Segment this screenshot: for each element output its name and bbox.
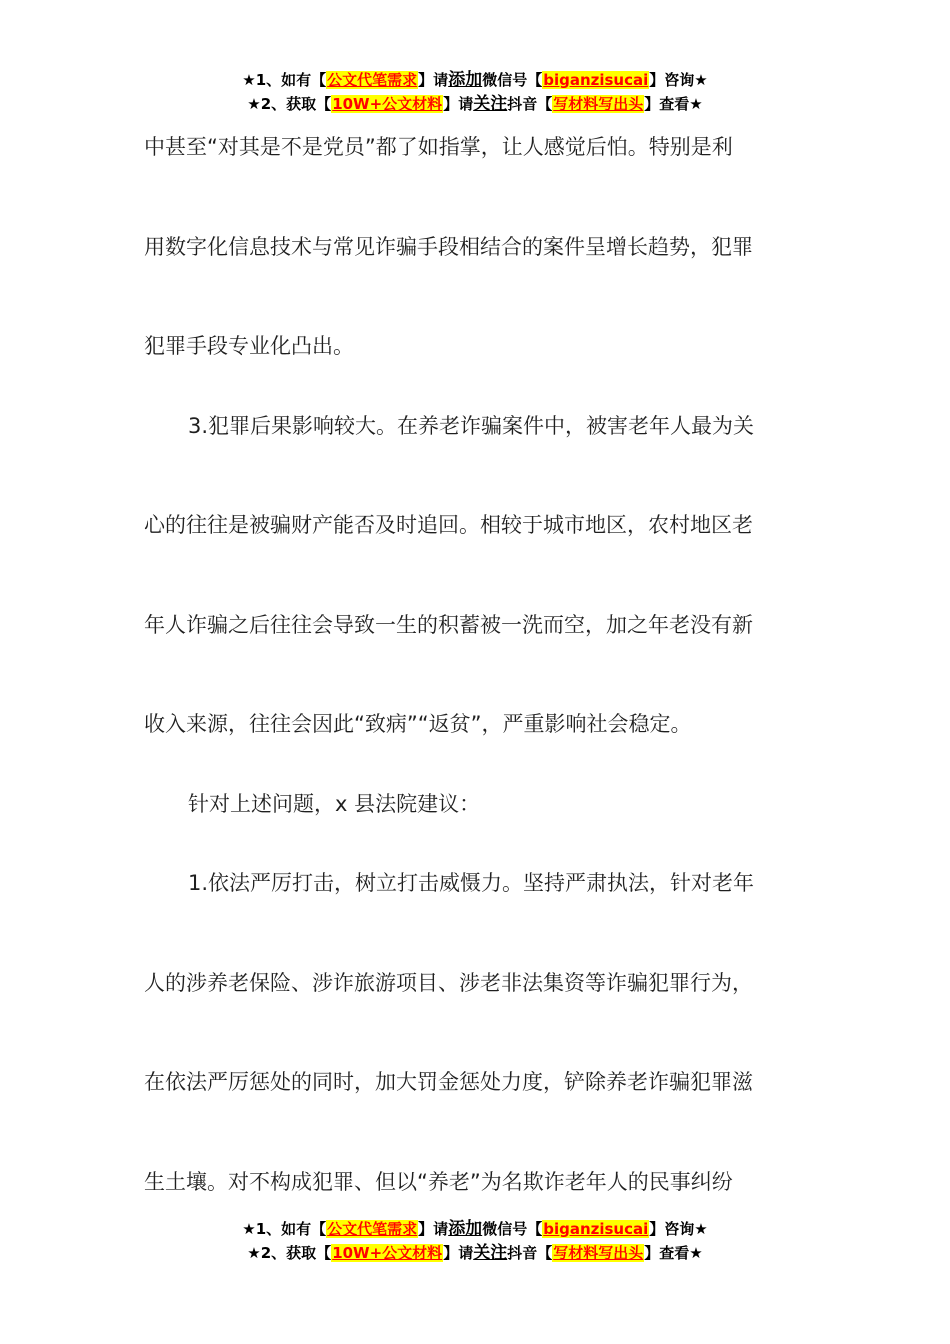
header-banner-line-1 [0, 68, 950, 92]
footer-banner-line-1 [0, 1217, 950, 1241]
banner-text: ★1、如有【 [242, 1220, 327, 1238]
body-line-12: 生土壤。对不构成犯罪、但以“养老”为名欺诈老年人的民事纠纷 [144, 1170, 733, 1194]
header-banner [0, 68, 950, 116]
body-line-10: 人的涉养老保险、涉诈旅游项目、涉老非法集资等诈骗犯罪行为， [144, 971, 753, 995]
banner-text: 】请 [418, 71, 449, 89]
banner-text: 抖音【 [507, 1244, 553, 1262]
banner-text: 抖音【 [507, 95, 553, 113]
body-line-3: 犯罪手段专业化凸出。 [144, 334, 354, 358]
banner-highlight-douyin: 写材料写出头 [553, 95, 644, 113]
banner-text: 微信号【 [482, 71, 543, 89]
banner-highlight-need: 公文代笔需求 [327, 71, 418, 89]
banner-emphasis-follow: 关注 [473, 94, 508, 114]
body-line-7: 收入来源，往往会因此“致病”“返贫”，严重影响社会稳定。 [144, 712, 692, 736]
banner-text: 】查看★ [644, 1244, 703, 1262]
banner-highlight-wechat-id: biganzisucai [543, 71, 649, 89]
banner-text: 】请 [418, 1220, 449, 1238]
banner-text: 微信号【 [482, 1220, 543, 1238]
body-line-5: 心的往往是被骗财产能否及时追回。相较于城市地区，农村地区老 [144, 513, 753, 537]
footer-banner [0, 1217, 950, 1265]
body-line-6: 年人诈骗之后往往会导致一生的积蓄被一洗而空，加之年老没有新 [144, 613, 753, 637]
header-banner-line-2 [0, 92, 950, 116]
banner-emphasis-follow: 关注 [473, 1243, 508, 1263]
body-line-2: 用数字化信息技术与常见诈骗手段相结合的案件呈增长趋势，犯罪 [144, 235, 753, 259]
body-line-4: 3.犯罪后果影响较大。在养老诈骗案件中，被害老年人最为关 [188, 414, 755, 438]
banner-highlight-materials: 10W+公文材料 [332, 1244, 443, 1262]
banner-highlight-materials: 10W+公文材料 [332, 95, 443, 113]
banner-text: ★1、如有【 [242, 71, 327, 89]
banner-text: ★2、获取【 [247, 95, 332, 113]
body-line-1: 中甚至“对其是不是党员”都了如指掌，让人感觉后怕。特别是利 [144, 135, 733, 159]
body-line-11: 在依法严厉惩处的同时，加大罚金惩处力度，铲除养老诈骗犯罪滋 [144, 1070, 753, 1094]
body-line-9: 1.依法严厉打击，树立打击威慑力。坚持严肃执法，针对老年 [188, 871, 755, 895]
banner-emphasis-add: 添加 [448, 1219, 483, 1239]
banner-highlight-need: 公文代笔需求 [327, 1220, 418, 1238]
banner-text: 】请 [443, 95, 474, 113]
banner-text: 】咨询★ [649, 1220, 708, 1238]
footer-banner-line-2 [0, 1241, 950, 1265]
banner-text: 】查看★ [644, 95, 703, 113]
banner-text: 】请 [443, 1244, 474, 1262]
body-line-8: 针对上述问题，x 县法院建议： [188, 792, 481, 816]
banner-emphasis-add: 添加 [448, 70, 483, 90]
banner-highlight-wechat-id: biganzisucai [543, 1220, 649, 1238]
banner-highlight-douyin: 写材料写出头 [553, 1244, 644, 1262]
banner-text: ★2、获取【 [247, 1244, 332, 1262]
banner-text: 】咨询★ [649, 71, 708, 89]
